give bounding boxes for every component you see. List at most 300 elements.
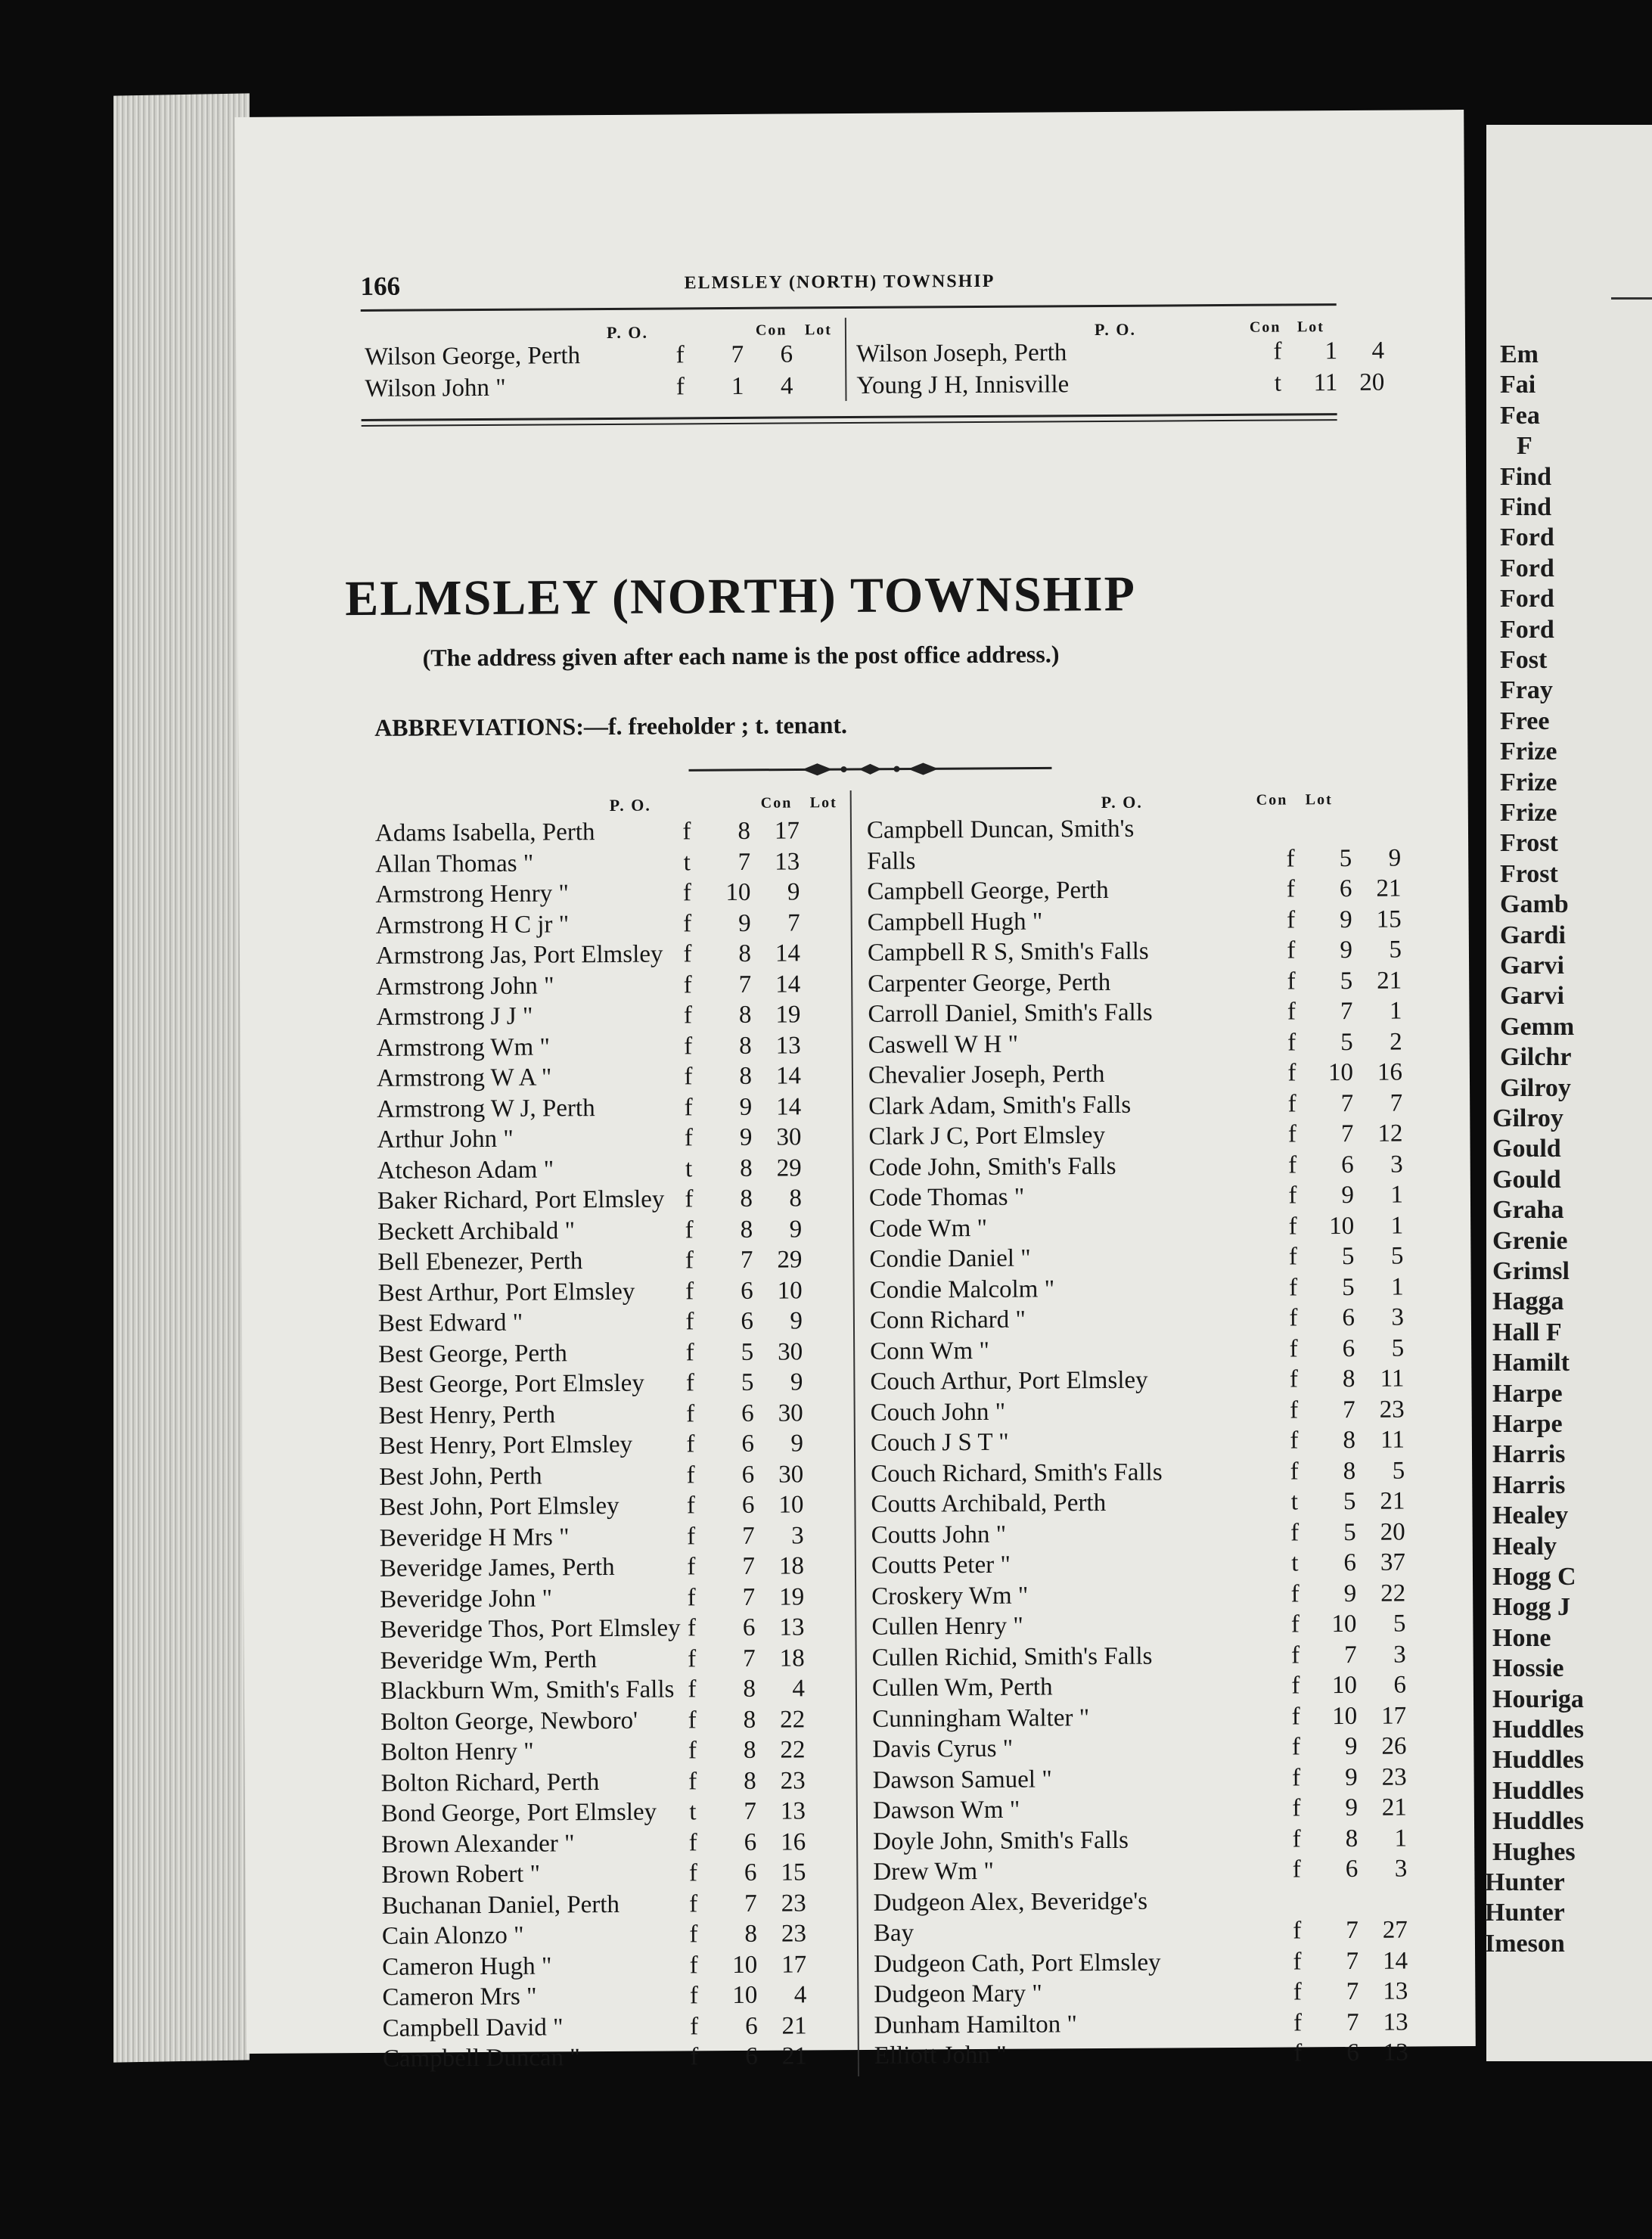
entry-lot: 5 xyxy=(1392,1457,1405,1485)
entry-name: Carpenter George, Perth xyxy=(868,968,1111,998)
entry-status: f xyxy=(1288,1151,1297,1179)
entry-concession: 1 xyxy=(731,372,744,400)
facing-entry-fragment: Hunter xyxy=(1485,1868,1565,1896)
entry-status: f xyxy=(684,1032,693,1060)
facing-entry-fragment: Garvi xyxy=(1500,982,1564,1011)
entry-status: f xyxy=(1293,1978,1302,2006)
entry-concession: 10 xyxy=(1331,1671,1357,1700)
entry-concession: 8 xyxy=(738,817,751,845)
entry-concession: 5 xyxy=(1341,1242,1355,1271)
entry-lot: 1 xyxy=(1390,1181,1404,1209)
entry-status: t xyxy=(1290,1488,1299,1516)
entry-status: t xyxy=(683,848,691,876)
entry-status: f xyxy=(1287,998,1296,1026)
entry-name: Best Arthur, Port Elmsley xyxy=(377,1278,635,1307)
facing-entry-fragment: Frost xyxy=(1500,859,1558,888)
entry-lot: 11 xyxy=(1380,1426,1405,1454)
entry-name: Armstrong J J " xyxy=(376,1002,533,1031)
entry-lot: 4 xyxy=(780,372,793,400)
entry-concession: 8 xyxy=(740,1154,753,1182)
entry-status: t xyxy=(689,1798,697,1826)
facing-entry-fragment: Fray xyxy=(1500,676,1553,705)
entry-status: f xyxy=(689,1921,698,1949)
entry-name: Armstrong Jas, Port Elmsley xyxy=(375,940,663,970)
entry-concession: 6 xyxy=(1345,1855,1359,1883)
entry-status: f xyxy=(1287,1028,1296,1057)
entry-status: f xyxy=(683,940,692,968)
facing-entry-fragment: Frize xyxy=(1500,799,1557,827)
facing-entry-fragment: Gamb xyxy=(1500,890,1569,919)
entry-lot: 14 xyxy=(1383,1947,1408,1975)
entry-lot: 3 xyxy=(1393,1641,1406,1669)
entry-lot: 4 xyxy=(1371,337,1385,365)
entry-lot: 9 xyxy=(789,1215,803,1244)
entry-concession: 8 xyxy=(740,1216,753,1244)
entry-lot: 9 xyxy=(790,1430,804,1458)
entry-lot: 5 xyxy=(1391,1334,1405,1362)
entry-status: f xyxy=(688,1706,697,1734)
entry-concession: 9 xyxy=(1345,1793,1358,1822)
entry-lot: 16 xyxy=(1377,1058,1403,1086)
entry-concession: 6 xyxy=(745,2012,758,2040)
entry-lot: 17 xyxy=(1381,1702,1407,1730)
entry-lot: 9 xyxy=(790,1368,803,1396)
entry-name: Cunningham Walter " xyxy=(872,1703,1090,1733)
facing-entry-fragment: Gardi xyxy=(1500,921,1566,949)
top-right-lot-header: Lot xyxy=(1296,318,1324,336)
facing-entry-fragment: Houriga xyxy=(1492,1685,1584,1713)
entry-lot: 13 xyxy=(1383,1977,1408,2005)
entry-concession: 8 xyxy=(1343,1426,1356,1455)
entry-lot: 13 xyxy=(1383,2039,1408,2067)
entry-lot: 3 xyxy=(1391,1303,1405,1331)
facing-entry-fragment: Graha xyxy=(1492,1196,1564,1225)
entry-name: Condie Malcolm " xyxy=(869,1275,1055,1304)
entry-concession: 5 xyxy=(741,1338,754,1366)
entry-name: Best George, Perth xyxy=(378,1339,567,1368)
entry-concession: 10 xyxy=(1331,1610,1357,1638)
facing-entry-fragment: Hamilt xyxy=(1492,1349,1570,1377)
entry-name: Brown Robert " xyxy=(381,1860,541,1889)
entry-status: f xyxy=(1292,1794,1301,1822)
entry-name: Campbell George, Perth xyxy=(867,876,1109,905)
entry-name: Dawson Wm " xyxy=(872,1796,1020,1824)
entry-name: Best John, Perth xyxy=(379,1462,542,1491)
entry-lot: 27 xyxy=(1382,1916,1408,1944)
facing-entry-fragment: Garvi xyxy=(1500,952,1564,980)
entry-status: f xyxy=(1292,1824,1301,1852)
entry-name: Croskery Wm " xyxy=(871,1582,1029,1610)
entry-lot: 22 xyxy=(1380,1579,1406,1607)
entry-lot: 22 xyxy=(780,1736,806,1764)
entry-concession: 10 xyxy=(1328,1058,1354,1087)
entry-concession: 5 xyxy=(1343,1518,1356,1546)
facing-entry-fragment: Ford xyxy=(1500,554,1554,582)
entry-concession: 6 xyxy=(741,1491,755,1519)
entry-concession: 7 xyxy=(1346,1947,1359,1975)
entry-lot: 14 xyxy=(776,1092,802,1121)
facing-entry-fragment: Find xyxy=(1500,462,1552,491)
facing-entry-fragment: Hagga xyxy=(1492,1287,1564,1316)
facing-entry-fragment: Huddles xyxy=(1492,1807,1584,1836)
entry-lot: 13 xyxy=(775,1031,801,1060)
entry-status: f xyxy=(1273,337,1282,365)
entry-concession: 7 xyxy=(744,1890,757,1918)
entry-concession: 6 xyxy=(744,1828,757,1856)
facing-entry-fragment: Gilroy xyxy=(1492,1104,1564,1132)
entry-status: f xyxy=(1293,1917,1302,1945)
entry-concession: 7 xyxy=(1340,1089,1354,1117)
entry-name: Coutts John " xyxy=(871,1520,1007,1549)
entry-concession: 9 xyxy=(1343,1579,1357,1607)
entry-lot: 1 xyxy=(1394,1824,1408,1852)
entry-status: f xyxy=(688,1644,697,1672)
entry-status: t xyxy=(685,1154,693,1182)
facing-entry-fragment: Hunter xyxy=(1485,1899,1565,1927)
entry-status: f xyxy=(1293,2008,1303,2036)
entry-status: f xyxy=(1290,1518,1300,1546)
entry-name: Armstrong Wm " xyxy=(376,1033,551,1062)
facing-entry-fragment: Gilchr xyxy=(1500,1043,1572,1072)
entry-name: Couch John " xyxy=(870,1398,1006,1427)
entry-concession: 5 xyxy=(1339,844,1352,872)
entry-name: Dudgeon Mary " xyxy=(874,1980,1042,2008)
entry-status: f xyxy=(686,1492,696,1520)
entry-concession: 7 xyxy=(740,1246,753,1274)
facing-entry-fragment: Ford xyxy=(1500,523,1554,552)
facing-entry-fragment: Hogg J xyxy=(1492,1593,1570,1622)
entry-name: Davis Cyrus " xyxy=(872,1734,1014,1763)
entry-lot: 15 xyxy=(781,1859,806,1887)
entry-name: Couch J S T " xyxy=(870,1428,1009,1457)
entry-lot: 18 xyxy=(779,1644,805,1672)
entry-status: f xyxy=(686,1399,695,1427)
entry-status: f xyxy=(1291,1672,1300,1700)
entry-concession: 6 xyxy=(741,1461,755,1489)
entry-lot: 16 xyxy=(781,1828,806,1856)
entry-status: f xyxy=(1290,1457,1299,1485)
entry-concession: 7 xyxy=(1346,1977,1359,2006)
entry-status: f xyxy=(687,1522,696,1550)
entry-lot: 22 xyxy=(780,1705,806,1734)
entry-concession: 6 xyxy=(1343,1548,1357,1577)
entry-status: f xyxy=(685,1247,694,1275)
entry-lot: 11 xyxy=(1380,1365,1405,1393)
entry-name: Campbell Hugh " xyxy=(867,907,1043,936)
entry-concession: 6 xyxy=(741,1399,754,1427)
entry-lot: 6 xyxy=(1393,1671,1406,1699)
entry-concession: 5 xyxy=(1340,967,1353,995)
entry-status: f xyxy=(1290,1396,1299,1424)
entry-status: f xyxy=(684,1093,693,1121)
entry-lot: 21 xyxy=(1381,1793,1407,1821)
main-right-lot-header: Lot xyxy=(1305,791,1333,809)
entry-lot: 9 xyxy=(790,1307,803,1335)
entry-lot: 1 xyxy=(1390,1212,1404,1240)
facing-entry-fragment: Hone xyxy=(1492,1623,1551,1652)
entry-lot: 5 xyxy=(1393,1610,1406,1638)
entry-lot: 1 xyxy=(1389,997,1402,1025)
entry-status: f xyxy=(685,1369,695,1397)
entry-lot: 10 xyxy=(778,1491,804,1519)
entry-name: Code Wm " xyxy=(869,1214,988,1243)
entry-concession: 8 xyxy=(739,1062,753,1090)
entry-concession: 6 xyxy=(1339,874,1352,903)
entry-name: Dunham Hamilton " xyxy=(874,2010,1078,2039)
entry-status: f xyxy=(1290,1579,1300,1607)
entry-name: Allan Thomas " xyxy=(375,849,534,878)
entry-lot: 13 xyxy=(780,1797,806,1825)
entry-concession: 9 xyxy=(1345,1763,1358,1791)
entry-lot: 4 xyxy=(792,1675,806,1703)
entry-concession: 7 xyxy=(738,970,752,998)
entry-lot: 6 xyxy=(780,340,793,368)
entry-name: Beveridge John " xyxy=(380,1584,553,1613)
entry-name: Elliott John " xyxy=(874,2041,1007,2070)
entry-name: Dawson Samuel " xyxy=(872,1765,1052,1794)
entry-name: Couch Richard, Smith's Falls xyxy=(871,1458,1163,1488)
entry-concession: 9 xyxy=(739,1093,753,1121)
entry-status: t xyxy=(1291,1549,1299,1577)
entry-lot: 20 xyxy=(1380,1518,1405,1546)
entry-lot: 7 xyxy=(787,908,800,937)
entry-name: Couch Arthur, Port Elmsley xyxy=(870,1366,1148,1396)
entry-status: f xyxy=(686,1461,695,1489)
entry-status: f xyxy=(1287,905,1296,934)
entry-concession: 6 xyxy=(744,1859,757,1887)
entry-name: Doyle John, Smith's Falls xyxy=(873,1826,1129,1855)
entry-name: Caswell W H " xyxy=(868,1030,1019,1059)
entry-lot: 3 xyxy=(791,1521,804,1550)
entry-concession: 8 xyxy=(1345,1824,1359,1852)
entry-lot: 30 xyxy=(778,1337,803,1366)
entry-name: Beveridge Wm, Perth xyxy=(380,1645,598,1675)
entry-concession: 8 xyxy=(744,1767,756,1795)
entry-name: Best John, Port Elmsley xyxy=(379,1492,620,1521)
entry-concession: 5 xyxy=(1342,1273,1355,1301)
entry-concession: 7 xyxy=(1344,1641,1357,1669)
entry-name: Atcheson Adam " xyxy=(377,1155,554,1185)
entry-name: Armstrong W J, Perth xyxy=(377,1094,595,1123)
facing-entry-fragment: Imeson xyxy=(1485,1929,1565,1958)
facing-entry-fragment: Harpe xyxy=(1492,1379,1563,1408)
entry-status: f xyxy=(1287,1059,1296,1087)
facing-entry-fragment: Fost xyxy=(1500,646,1548,674)
entry-concession: 9 xyxy=(739,1123,753,1151)
entry-status: f xyxy=(683,909,692,937)
entry-lot: 17 xyxy=(781,1950,807,1979)
entry-status: f xyxy=(684,1124,694,1152)
entry-lot: 30 xyxy=(778,1460,804,1489)
entry-concession: 8 xyxy=(1343,1457,1356,1485)
entry-concession: 5 xyxy=(741,1368,754,1396)
entry-status: f xyxy=(1292,1855,1301,1883)
entry-name: Campbell R S, Smith's Falls xyxy=(867,937,1149,967)
entry-concession: 6 xyxy=(741,1307,754,1335)
entry-name: Best George, Port Elmsley xyxy=(378,1369,644,1399)
entry-concession: 8 xyxy=(738,939,752,967)
entry-name: Baker Richard, Port Elmsley xyxy=(377,1185,665,1215)
entry-name: Conn Richard " xyxy=(869,1306,1026,1334)
entry-lot: 30 xyxy=(776,1123,802,1151)
facing-entry-fragment: Gilroy xyxy=(1500,1073,1571,1102)
entry-name: Young J H, Innisville xyxy=(856,371,1070,399)
entry-concession: 8 xyxy=(739,1032,752,1060)
entry-name: Code Thomas " xyxy=(868,1183,1025,1212)
entry-lot: 18 xyxy=(778,1552,805,1580)
book-page xyxy=(234,110,1476,2073)
entry-status: f xyxy=(1291,1733,1300,1761)
entry-name: Best Henry, Perth xyxy=(378,1400,556,1430)
entry-concession: 11 xyxy=(1313,369,1338,397)
entry-status: f xyxy=(1286,875,1296,903)
entry-concession: 8 xyxy=(1342,1365,1355,1393)
facing-entry-fragment: Hall F xyxy=(1492,1318,1562,1346)
main-left-con-header: Con xyxy=(760,794,793,812)
entry-lot: 29 xyxy=(777,1246,803,1274)
entry-status: f xyxy=(1286,844,1295,873)
entry-concession: 8 xyxy=(738,1001,752,1029)
facing-rule xyxy=(1611,297,1652,300)
entry-status: f xyxy=(1288,1182,1297,1210)
entry-concession: 9 xyxy=(1340,905,1352,933)
entry-status: f xyxy=(688,1767,697,1795)
top-column-divider xyxy=(845,318,847,401)
entry-concession: 9 xyxy=(1341,1181,1355,1210)
entry-lot: 19 xyxy=(775,1001,801,1029)
entry-concession: 7 xyxy=(742,1552,756,1580)
entry-name: Falls xyxy=(867,847,916,875)
entry-lot: 12 xyxy=(1377,1120,1403,1147)
facing-entry-fragment: Frost xyxy=(1500,829,1558,858)
entry-status: f xyxy=(685,1338,694,1366)
facing-entry-fragment: Hossie xyxy=(1492,1654,1564,1683)
entry-concession: 7 xyxy=(743,1644,756,1672)
entry-name: Bell Ebenezer, Perth xyxy=(377,1247,583,1276)
entry-concession: 8 xyxy=(743,1706,756,1734)
entry-status: f xyxy=(1290,1610,1300,1638)
entry-lot: 21 xyxy=(1377,967,1402,995)
entry-name: Bolton Richard, Perth xyxy=(380,1768,600,1797)
facing-entry-fragment: Ford xyxy=(1500,615,1554,644)
entry-name: Coutts Archibald, Perth xyxy=(871,1489,1107,1518)
entry-concession: 8 xyxy=(744,1920,757,1948)
entry-name: Cain Alonzo " xyxy=(381,1921,524,1950)
entry-name: Cullen Henry " xyxy=(871,1612,1023,1641)
entry-lot: 1 xyxy=(1391,1273,1404,1301)
entry-concession: 1 xyxy=(1324,337,1338,365)
entry-status: f xyxy=(675,341,685,369)
address-note: (The address given after each name is the post office address.) xyxy=(422,640,1060,672)
entry-status: f xyxy=(1288,1243,1298,1271)
entry-lot: 3 xyxy=(1394,1855,1408,1883)
entry-name: Beveridge James, Perth xyxy=(379,1553,615,1582)
entry-concession: 10 xyxy=(1329,1212,1355,1240)
entry-concession: 6 xyxy=(741,1430,755,1458)
entry-status: f xyxy=(683,1001,693,1029)
facing-entry-fragment: Grenie xyxy=(1492,1226,1568,1255)
entry-status: f xyxy=(683,970,692,998)
entry-lot: 4 xyxy=(793,1981,807,2009)
entry-status: f xyxy=(689,1951,698,1979)
entry-name: Coutts Peter " xyxy=(871,1551,1011,1579)
page-number: 166 xyxy=(360,271,401,301)
entry-status: f xyxy=(689,1890,698,1918)
facing-entry-fragment: Frize xyxy=(1500,768,1557,797)
entry-lot: 10 xyxy=(777,1276,803,1305)
entry-concession: 10 xyxy=(732,1951,758,1979)
facing-entry-fragment: Ford xyxy=(1500,585,1554,613)
entry-lot: 15 xyxy=(1376,905,1402,933)
entry-lot: 17 xyxy=(774,817,800,845)
entry-name: Dudgeon Alex, Beveridge's xyxy=(873,1887,1148,1917)
entry-name: Conn Wm " xyxy=(870,1337,989,1365)
entry-concession: 9 xyxy=(1340,936,1353,964)
facing-entry-fragment: F xyxy=(1517,432,1532,461)
entry-lot: 14 xyxy=(775,939,801,967)
entry-name: Buchanan Daniel, Perth xyxy=(381,1890,620,1920)
facing-entry-fragment: Frize xyxy=(1500,738,1557,766)
entry-name: Campbell David " xyxy=(382,2013,564,2042)
running-head: ELMSLEY (NORTH) TOWNSHIP xyxy=(684,271,995,293)
entry-concession: 7 xyxy=(742,1583,756,1611)
main-right-po-header: P. O. xyxy=(1101,792,1143,812)
entry-status: f xyxy=(1290,1427,1299,1455)
entry-name: Blackburn Wm, Smith's Falls xyxy=(380,1675,675,1705)
entry-status: f xyxy=(688,1675,697,1703)
entry-concession: 10 xyxy=(1332,1702,1358,1730)
entry-status: f xyxy=(1287,936,1296,964)
main-left-po-header: P. O. xyxy=(609,795,651,815)
facing-entry-fragment: Hughes xyxy=(1492,1837,1576,1866)
entry-lot: 9 xyxy=(787,878,800,906)
entry-name: Cameron Hugh " xyxy=(382,1952,552,1981)
entry-status: f xyxy=(675,373,685,401)
entry-name: Bolton Henry " xyxy=(380,1737,534,1766)
entry-lot: 21 xyxy=(781,2042,807,2070)
entry-status: f xyxy=(688,1828,697,1856)
entry-concession: 5 xyxy=(1340,1028,1353,1056)
entry-status: f xyxy=(1291,1641,1300,1669)
entry-name: Clark Adam, Smith's Falls xyxy=(868,1091,1132,1120)
entry-name: Dudgeon Cath, Port Elmsley xyxy=(874,1949,1161,1978)
entry-status: f xyxy=(685,1308,694,1336)
facing-page xyxy=(1486,125,1652,2061)
main-right-con-header: Con xyxy=(1256,791,1288,809)
entry-concession: 10 xyxy=(732,1981,758,2010)
entry-lot: 23 xyxy=(1379,1396,1405,1424)
entry-lot: 23 xyxy=(780,1766,806,1795)
entry-concession: 6 xyxy=(1341,1151,1354,1179)
entry-concession: 8 xyxy=(743,1675,756,1703)
entry-lot: 21 xyxy=(781,2011,807,2040)
facing-entry-fragment: Healey xyxy=(1492,1501,1569,1530)
entry-concession: 7 xyxy=(1346,2008,1359,2036)
entry-name: Chevalier Joseph, Perth xyxy=(868,1060,1105,1089)
entry-concession: 6 xyxy=(741,1277,753,1305)
entry-concession: 5 xyxy=(1343,1487,1356,1516)
entry-lot: 5 xyxy=(1390,1242,1404,1270)
entry-concession: 7 xyxy=(738,848,751,876)
entry-lot: 37 xyxy=(1380,1548,1406,1576)
entry-status: f xyxy=(689,1982,698,2010)
entry-name: Campbell Duncan, Smith's xyxy=(866,815,1135,844)
entry-status: f xyxy=(1289,1273,1298,1302)
entry-status: f xyxy=(687,1583,696,1611)
entry-status: f xyxy=(687,1614,697,1642)
entry-name: Code John, Smith's Falls xyxy=(868,1152,1116,1182)
entry-lot: 21 xyxy=(1380,1487,1405,1515)
